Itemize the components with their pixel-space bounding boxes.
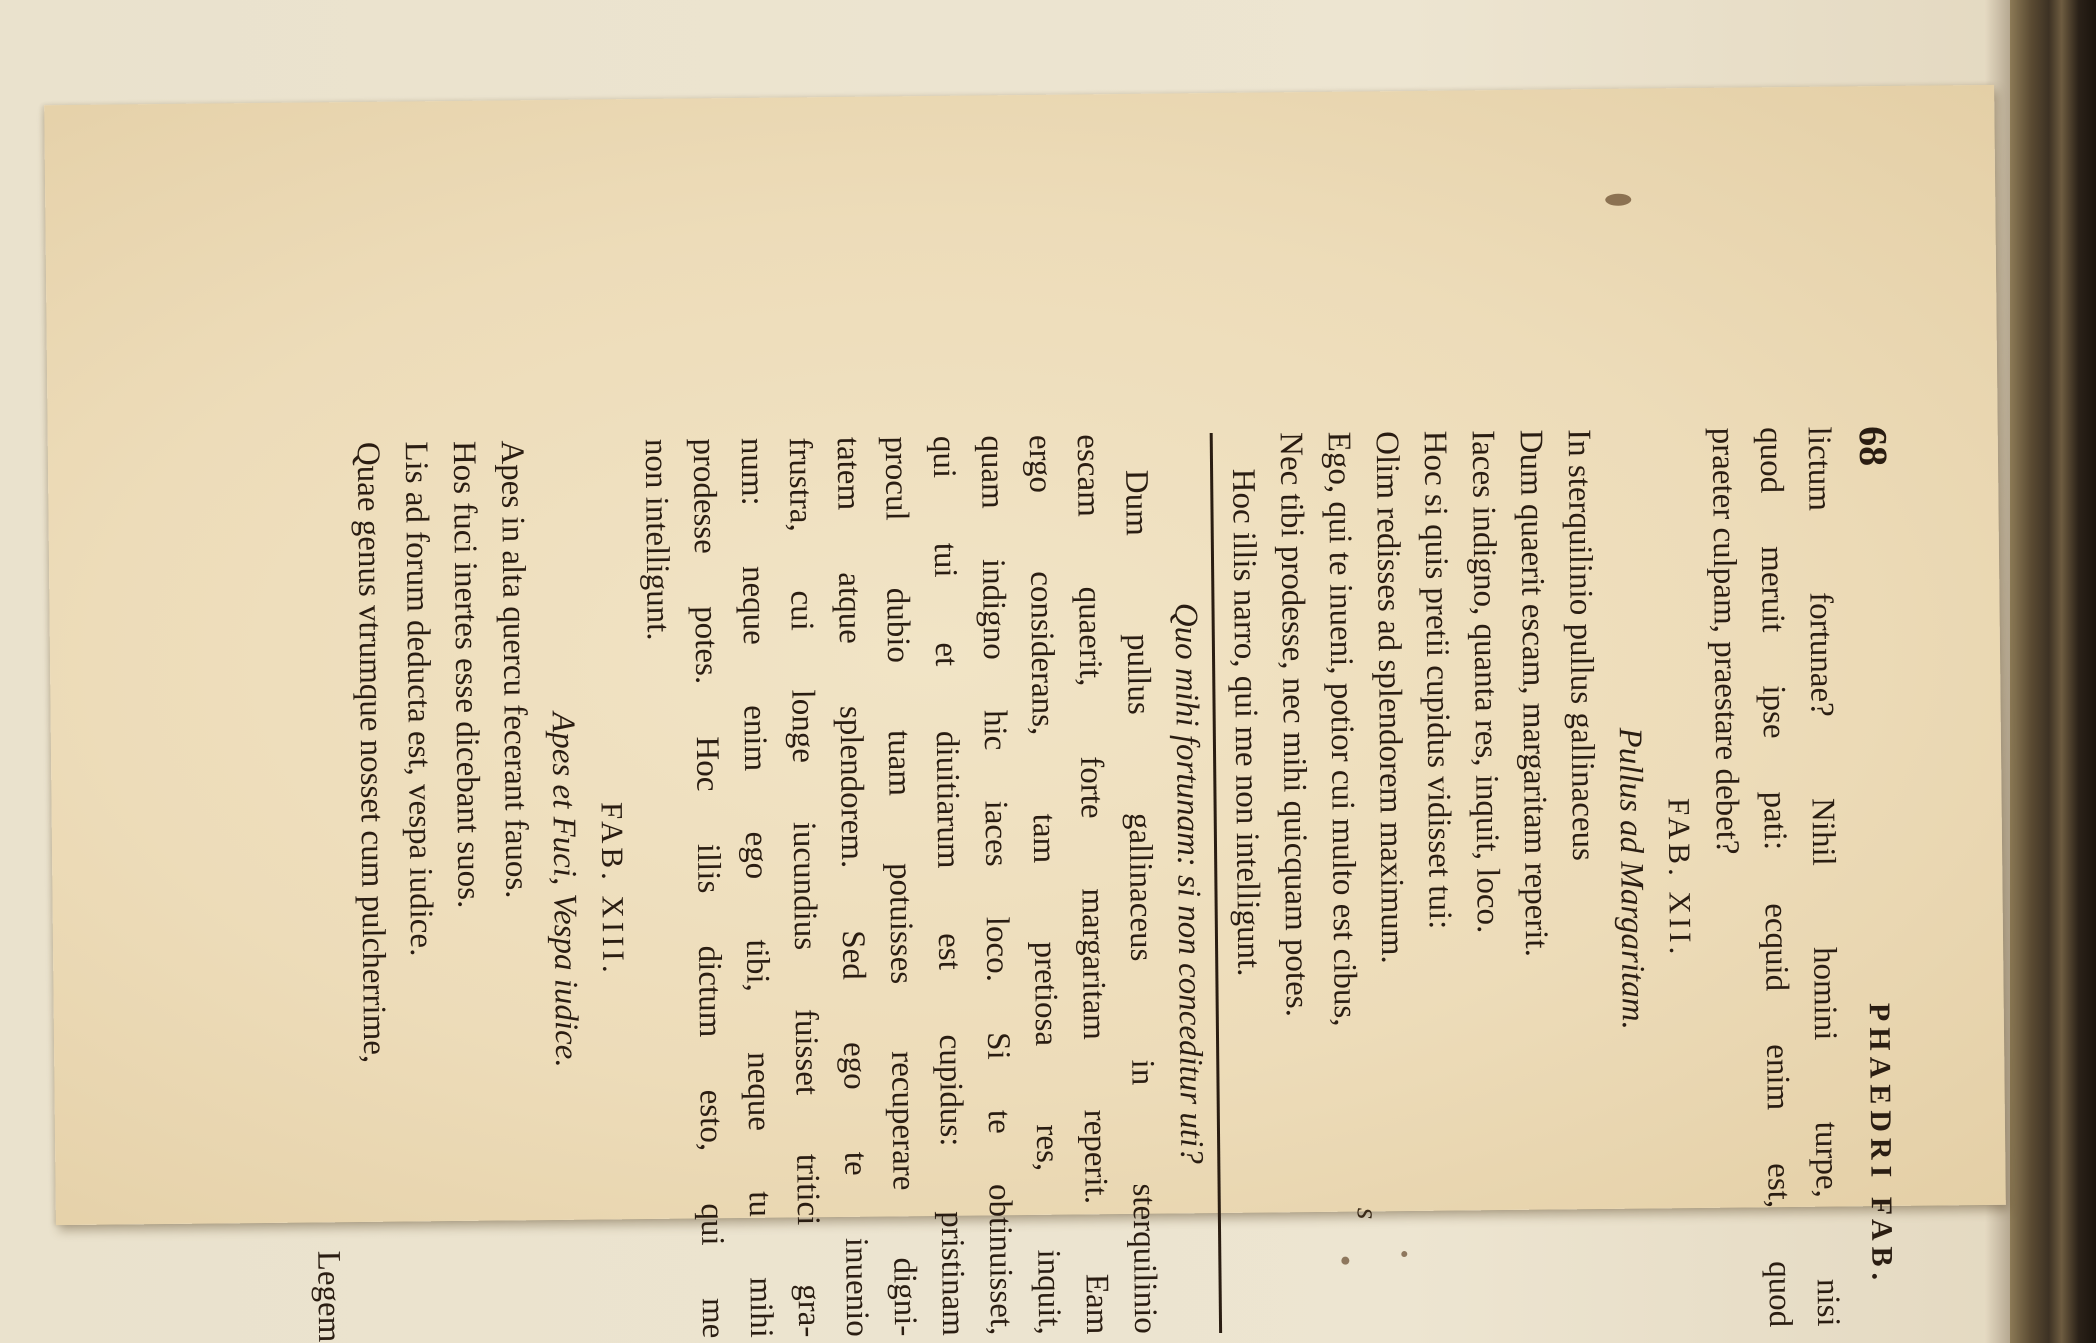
verse-line: Hoc si quis pretii cupidus vidisset tui: — [1416, 430, 1458, 930]
page-number: 68 — [1850, 425, 1897, 467]
prose-line: tatem atque splendorem. Sed ego te inuenio — [829, 436, 876, 1337]
prose-line: prodesse potes. Hoc illis dictum esto, qui me — [685, 438, 732, 1339]
prose-line: frustra, cui longe iucundius fuisset tritici gra- — [781, 437, 828, 1338]
fable-12-title: Pullus ad Margaritam. — [1611, 727, 1651, 1030]
intro-line: praeter culpam, praestare debet? — [1704, 427, 1746, 855]
prose-line: qui tui et diuitiarum est cupidus: pristinam — [925, 435, 972, 1336]
prose-line: Dum pullus gallinaceus in sterquilinio — [1118, 469, 1164, 1334]
book-page — [44, 85, 2006, 1343]
catchword: Legem — [310, 1250, 348, 1343]
fable-12-motto: Quo mihi fortunam: si non conceditur uti? — [1167, 602, 1210, 1164]
running-head: PHAEDRI FAB. — [1862, 1002, 1899, 1287]
prose-line: escam quaerit, forte margaritam reperit. Eam — [1069, 434, 1116, 1335]
verse-line: Hos fuci inertes esse dicebant suos. — [445, 440, 487, 909]
prose-line: non intelligunt. — [637, 438, 676, 641]
prose-line: procul dubio tuam potuisses recuperare digni- — [877, 436, 924, 1337]
prose-line: ergo considerans, tam pretiosa res, inquit, — [1021, 434, 1068, 1335]
verse-line: Hoc illis narro, qui me non intelligunt. — [1225, 468, 1267, 977]
verse-line: Nec tibi prodesse, nec mihi quicquam potes. — [1272, 432, 1315, 1018]
verse-line: Ego, qui te inueni, potior cui multo est cibus, — [1320, 431, 1363, 1027]
prose-line: num: neque enim ego tibi, neque tu mihi — [733, 437, 780, 1338]
page-text — [296, 426, 1912, 1343]
fable-13-title: Apes et Fuci, Vespa iudice. — [544, 711, 585, 1068]
margin-mark: s — [1350, 1207, 1384, 1220]
verse-line: Lis ad forum deducta est, vespa iudice. — [397, 441, 440, 957]
intro-line: lictum fortunae? Nihil homini turpe, nisi — [1800, 426, 1847, 1327]
verse-line: In sterquilinio pullus gallinaceus — [1560, 429, 1602, 862]
intro-line: quod meruit ipse pati: ecquid enim est, quod — [1752, 426, 1799, 1328]
verse-line: Apes in alta quercu fecerant fauos. — [493, 440, 535, 899]
ink-smudge — [1605, 194, 1631, 206]
fable-13-number: FAB. XIII. — [594, 801, 632, 977]
verse-line: Quae genus vtrumque nosset cum pulcherrime, — [349, 441, 393, 1064]
verse-line: Iaces indigno, quanta res, inquit, loco. — [1464, 430, 1506, 934]
verse-line: Dum quaerit escam, margaritam reperit. — [1512, 429, 1555, 958]
fable-12-number: FAB. XII. — [1661, 797, 1699, 959]
page-header — [1843, 426, 1912, 1327]
book-binding — [2010, 0, 2096, 1343]
prose-line: quam indigno hic iaces loco. Si te obtinuisset, — [973, 435, 1020, 1336]
verse-line: Olim redisses ad splendorem maximum. — [1368, 431, 1411, 964]
